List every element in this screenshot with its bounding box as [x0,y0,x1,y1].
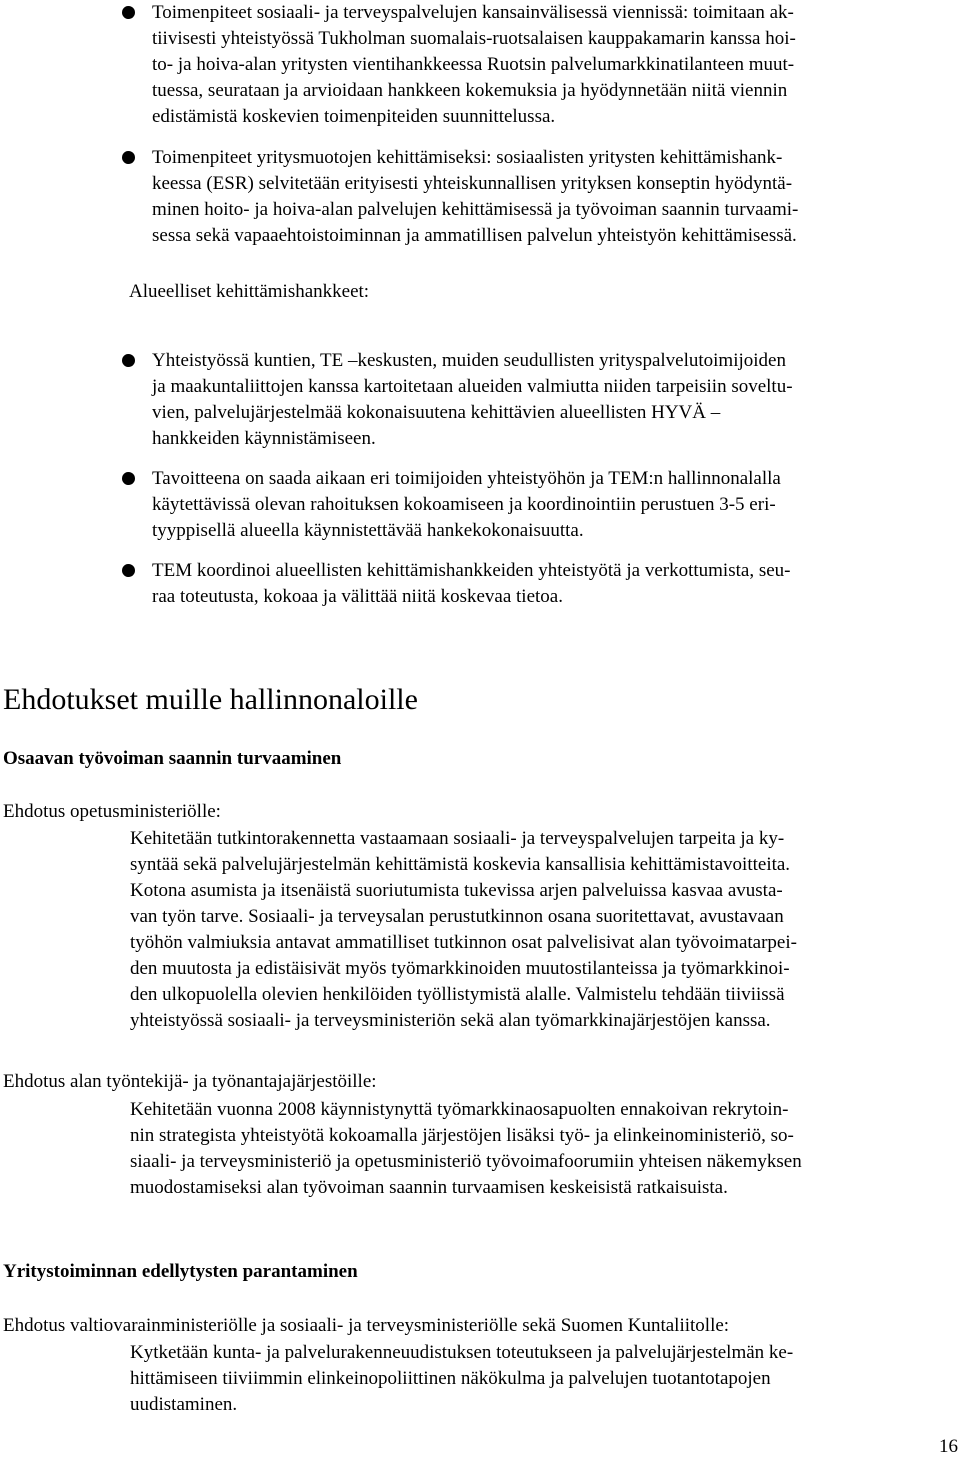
page-number: 16 [939,1436,958,1457]
bullet-dot-icon [122,472,135,485]
regional-heading: Alueelliset kehittämishankkeet: [129,281,370,302]
proposal-text: Kytketään kunta- ja palvelurakenneuudistuksen toteutukseen ja palvelujärjestelmän ke- hittämiseen tiiviimmin elinkeinopoliittinen näkökulma ja palvelujen tuotantotapojen uudistaminen. [130,1342,794,1415]
bullet-item [128,558,950,610]
bullet-dot-icon [122,354,135,367]
proposal-label: Ehdotus valtiovarainministeriölle ja sosiaali- ja terveysministeriölle sekä Suomen Kuntaliitolle: [3,1315,730,1336]
subsection-title: Yritystoiminnan edellytysten parantaminen [3,1261,358,1282]
proposal-text: Kehitetään vuonna 2008 käynnistynyttä työmarkkinaosapuolten ennakoivan rekrytoin- nin strategista yhteistyötä kokoamalla järjestöjen lisäksi työ- ja elinkeinoministeriö, so- siaali- ja terveysministeriö ja opetusministeriö työvoimafoorumiin yhteisen näkemyksen muodostamiseksi alan työvoiman saannin turvaamisen keskeisistä ratkaisuista. [130,1099,802,1198]
bullet-text: Tavoitteena on saada aikaan eri toimijoiden yhteistyöhön ja TEM:n hallinnonalalla käytettävissä olevan rahoituksen kokoamiseen ja koordinointiin perustuen 3-5 eri- tyyppisellä alueella käynnistettävää hankekokonaisuutta. [152,468,781,541]
bullet-dot-icon [122,564,135,577]
section-title: Ehdotukset muille hallinnonaloille [3,683,418,716]
bullet-item [128,466,950,544]
subsection-title: Osaavan työvoiman saannin turvaaminen [3,748,342,769]
bullet-text: Toimenpiteet yritysmuotojen kehittämiseksi: sosiaalisten yritysten kehittämishank- keessa (ESR) selvitetään erityisesti yhteiskunnallisen yrityksen konseptin hyödyntä- minen hoito- ja hoiva-alan palvelujen kehittämisessä ja työvoiman saannin turvaami- sessa sekä vapaaehtoistoiminnan ja ammatillisen palvelun yhteistyön kehittämisessä. [152,147,799,246]
bullet-dot-icon [122,6,135,19]
bullet-item [128,348,950,452]
bullet-text: Toimenpiteet sosiaali- ja terveyspalvelujen kansainvälisessä viennissä: toimitaan ak- tiivisesti yhteistyössä Tukholman suomalais-ruotsalaisen kauppakamarin kanssa hoi- to- ja hoiva-alan yritysten vientihankkeessa Ruotsin palvelumarkkinatilanteen muut- tuessa, seurataan ja arvioidaan hankkeen kokemuksia ja hyödynnetään niitä viennin edistämistä koskevien toimenpiteiden suunnittelussa. [152,2,796,127]
proposal-label: Ehdotus alan työntekijä- ja työnantajajärjestöille: [3,1071,377,1092]
proposal-label: Ehdotus opetusministeriölle: [3,801,221,822]
bullet-item [128,0,950,130]
bullet-text: Yhteistyössä kuntien, TE –keskusten, muiden seudullisten yrityspalvelutoimijoiden ja maakuntaliittojen kanssa kartoitetaan alueiden valmiutta niiden tarpeisiin soveltu- vien, palvelujärjestelmää kokonaisuutena kehittävien alueellisten HYVÄ – hankkeiden käynnistämiseen. [152,350,793,449]
bullet-text: TEM koordinoi alueellisten kehittämishankkeiden yhteistyötä ja verkottumista, seu- raa toteutusta, kokoaa ja välittää niitä koskevaa tietoa. [152,560,791,607]
bullet-item [128,145,950,249]
bullet-dot-icon [122,151,135,164]
proposal-text: Kehitetään tutkintorakennetta vastaamaan sosiaali- ja terveyspalvelujen tarpeita ja ky- syntää sekä palvelujärjestelmän kehittämistä koskevia kansallisia kehittämistavoitteita. Kotona asumista ja itsenäistä suoriutumista tukevissa arjen palveluissa kasvaa avusta- van työn tarve. Sosiaali- ja terveysalan perustutkinnon osana suoritettavat, avustavaan työhön valmiuksia antavat ammatilliset tutkinnon osat palvelisivat alan työvoimatarpei- den muutosta ja edistäisivät myös työmarkkinoiden muutostilanteissa ja työmarkkinoi- den ulkopuolella olevien henkilöiden työllistymistä alalle. Valmistelu tehdään tiiviissä yhteistyössä sosiaali- ja terveysministeriön sekä alan työmarkkinajärjestöjen kanssa. [130,828,797,1031]
